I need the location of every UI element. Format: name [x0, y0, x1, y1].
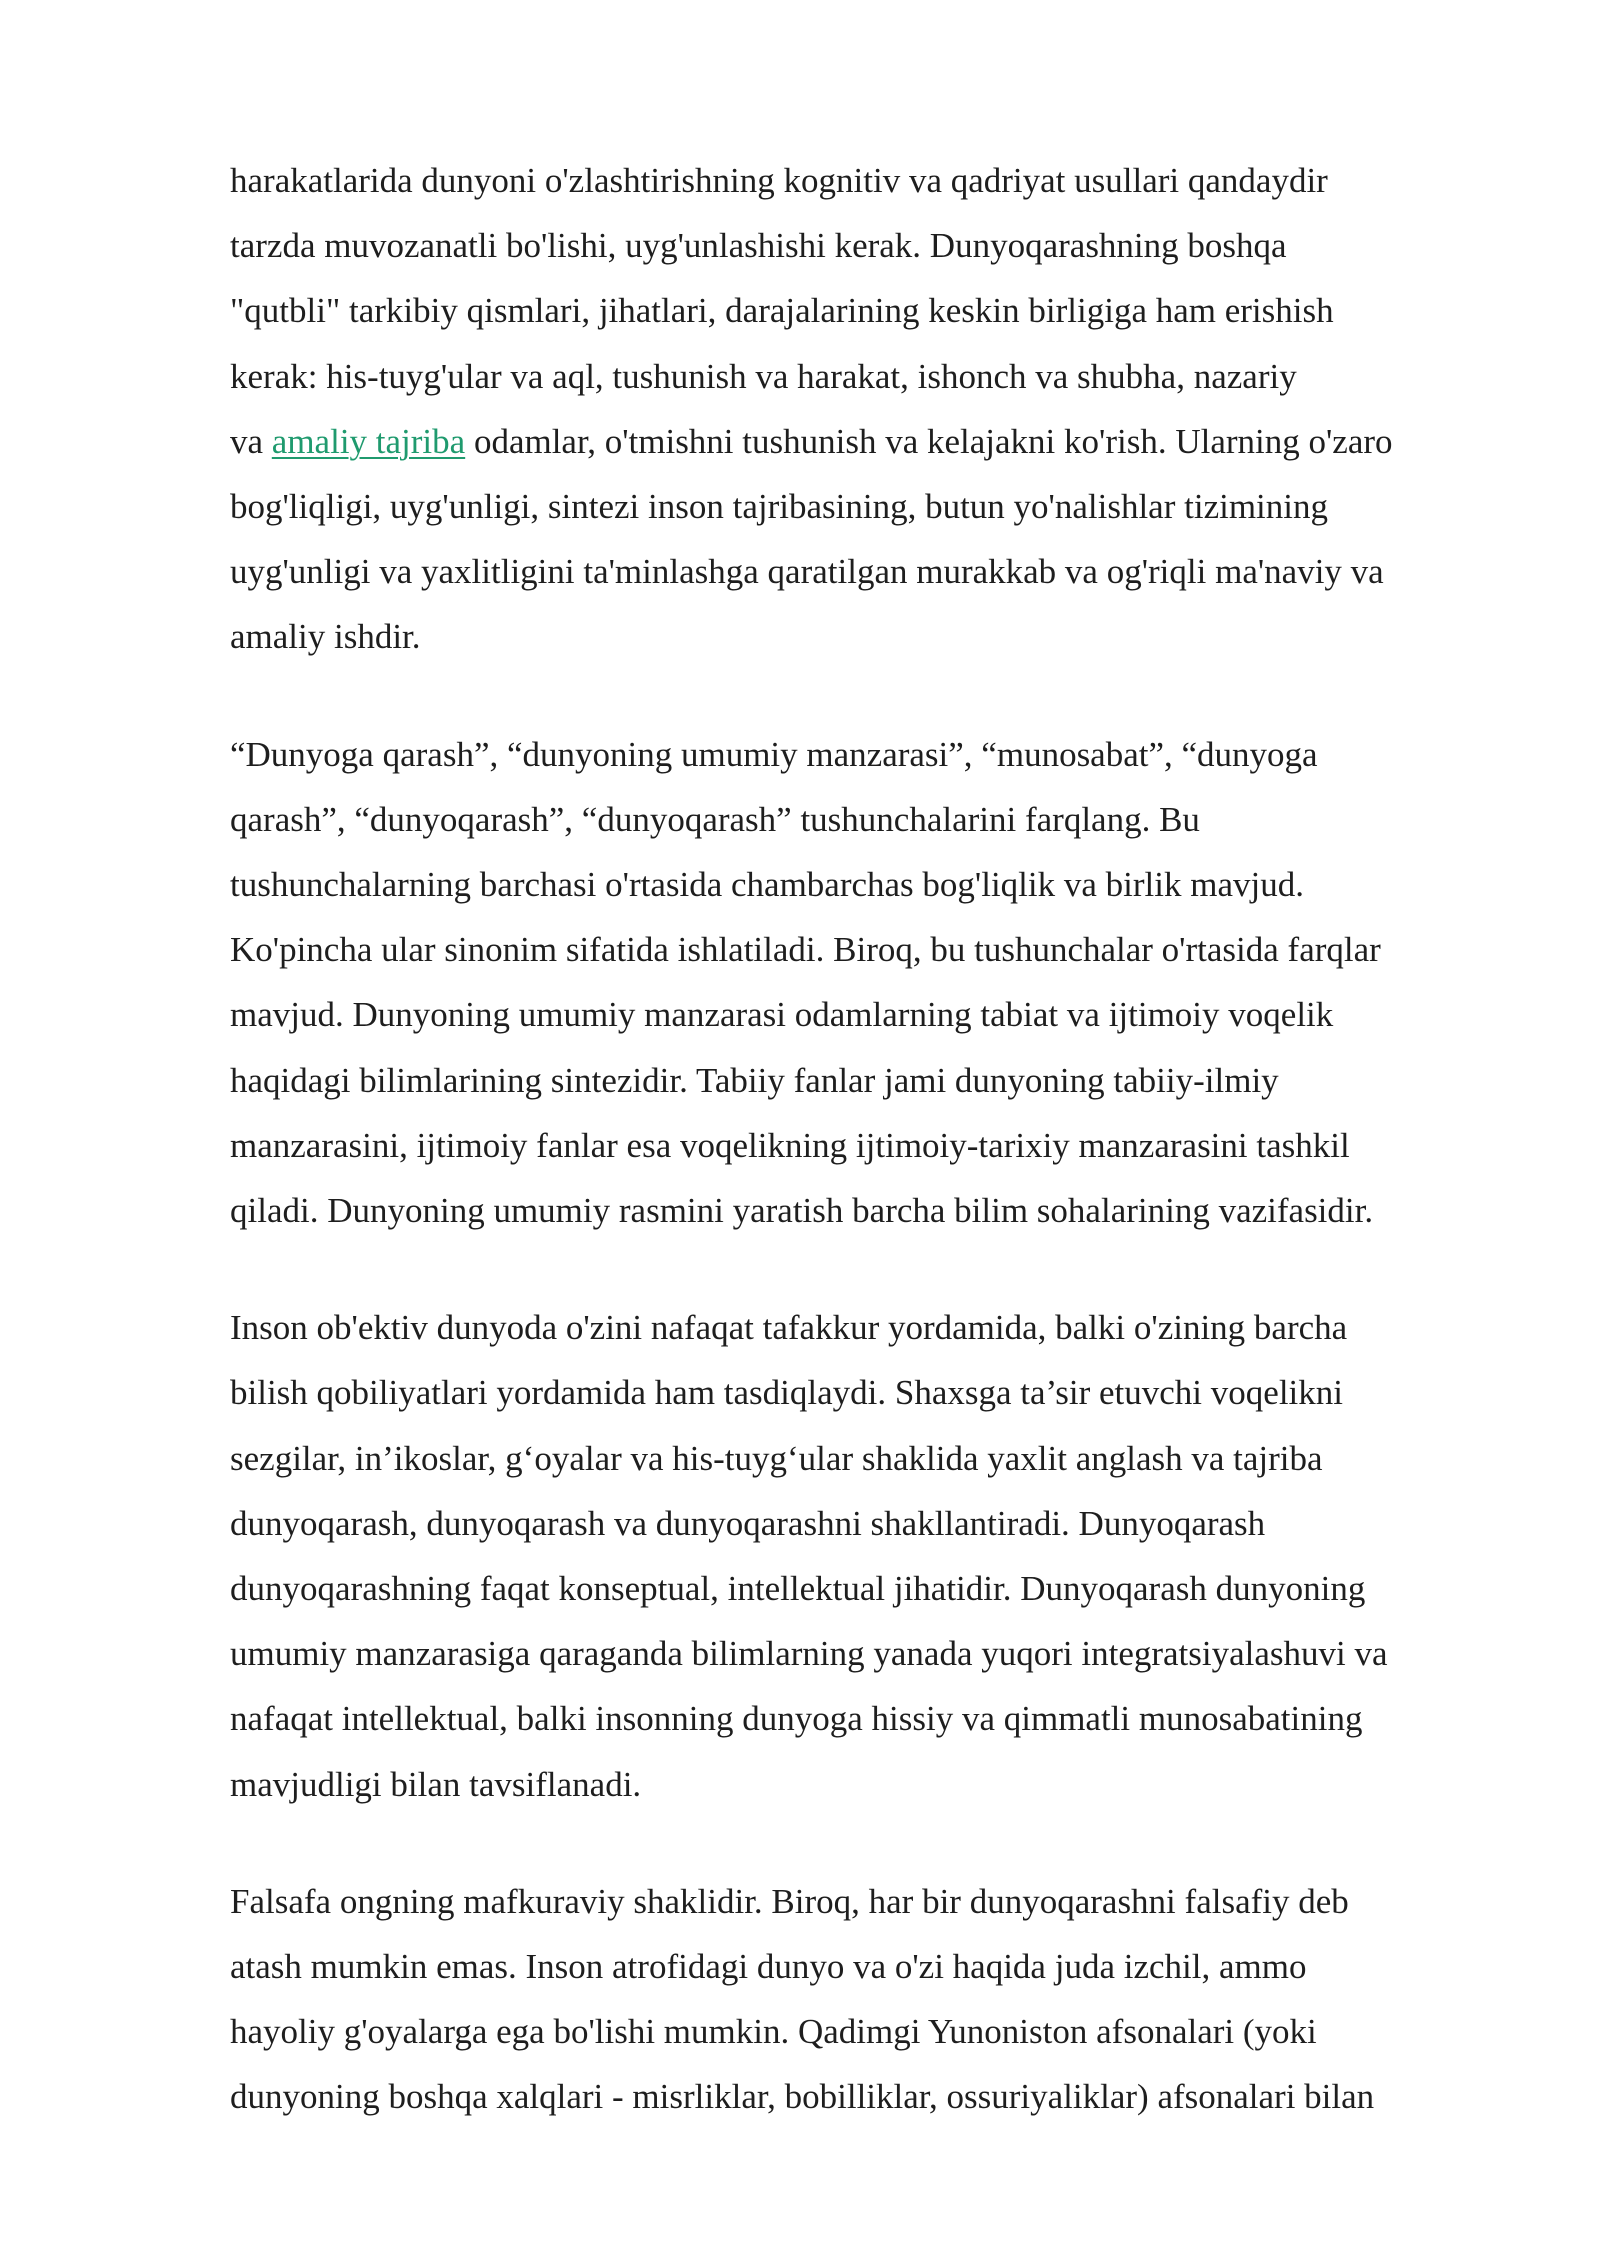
- text-line: qiladi. Dunyoning umumiy rasmini yaratish barcha bilim sohalarining vazifasidir.: [230, 1191, 1374, 1231]
- text-line: Falsafa ongning mafkuraviy shaklidir. Biroq, har bir dunyoqarashni falsafiy deb: [230, 1881, 1349, 1921]
- text-line: amaliy ishdir.: [230, 617, 421, 657]
- text-line: harakatlarida dunyoni o'zlashtirishning kognitiv va qadriyat usullari qandaydir: [230, 161, 1328, 200]
- text-line: uyg'unligi va yaxlitligini ta'minlashga qaratilgan murakkab va og'riqli ma'naviy va: [230, 552, 1384, 592]
- text-line-with-link: [230, 409, 1510, 474]
- text-segment: odamlar, o'tmishni tushunish va kelajakni ko'rish. Ularning o'zaro: [465, 421, 1393, 461]
- text-line: dunyoqarash, dunyoqarash va dunyoqarashni shakllantiradi. Dunyoqarash: [230, 1503, 1266, 1543]
- text-line: Inson ob'ektiv dunyoda o'zini nafaqat tafakkur yordamida, balki o'zining barcha: [230, 1308, 1348, 1348]
- text-line: sezgilar, in’ikoslar, g‘oyalar va his-tuyg‘ular shaklida yaxlit anglash va tajriba: [230, 1438, 1323, 1478]
- document-page: [230, 148, 1510, 2182]
- text-line: manzarasini, ijtimoiy fanlar esa voqelikning ijtimoiy-tarixiy manzarasini tashkil: [230, 1125, 1350, 1165]
- text-line: nafaqat intellektual, balki insonning dunyoga hissiy va qimmatli munosabatining: [230, 1699, 1363, 1739]
- text-line: mavjud. Dunyoning umumiy manzarasi odamlarning tabiat va ijtimoiy voqelik: [230, 995, 1334, 1035]
- text-line: haqidagi bilimlarining sintezidir. Tabiiy fanlar jami dunyoning tabiiy-ilmiy: [230, 1060, 1279, 1100]
- text-segment: va: [230, 421, 272, 461]
- text-line: "qutbli" tarkibiy qismlari, jihatlari, darajalarining keskin birligiga ham erishish: [230, 291, 1334, 331]
- text-line: bog'liqligi, uyg'unligi, sintezi inson tajribasining, butun yo'nalishlar tizimining: [230, 487, 1329, 527]
- text-line: hayoliy g'oyalarga ega bo'lishi mumkin. Qadimgi Yunoniston afsonalari (yoki: [230, 2012, 1317, 2052]
- text-line: “Dunyoga qarash”, “dunyoning umumiy manzarasi”, “munosabat”, “dunyoga: [230, 734, 1318, 774]
- text-line: tushunchalarning barchasi o'rtasida chambarchas bog'liqlik va birlik mavjud.: [230, 865, 1304, 905]
- text-line: tarzda muvozanatli bo'lishi, uyg'unlashishi kerak. Dunyoqarashning boshqa: [230, 226, 1287, 266]
- text-line: umumiy manzarasiga qaraganda bilimlarning yanada yuqori integratsiyalashuvi va: [230, 1634, 1388, 1674]
- text-line: mavjudligi bilan tavsiflanadi.: [230, 1764, 642, 1804]
- amaliy-tajriba-link[interactable]: amaliy tajriba: [271, 421, 466, 461]
- paragraph-4: [230, 1869, 1510, 2130]
- text-line: kerak: his-tuyg'ular va aql, tushunish va harakat, ishonch va shubha, nazariy: [230, 356, 1297, 396]
- text-line: bilish qobiliyatlari yordamida ham tasdiqlaydi. Shaxsga ta’sir etuvchi voqelikni: [230, 1373, 1343, 1413]
- text-line: qarash”, “dunyoqarash”, “dunyoqarash” tushunchalarini farqlang. Bu: [230, 799, 1200, 839]
- text-line: dunyoning boshqa xalqlari - misrliklar, bobilliklar, ossuriyaliklar) afsonalari bilan: [230, 2077, 1375, 2117]
- paragraph-2: [230, 722, 1510, 1244]
- paragraph-3: [230, 1295, 1510, 1817]
- text-line: atash mumkin emas. Inson atrofidagi dunyo va o'zi haqida juda izchil, ammo: [230, 1947, 1307, 1987]
- paragraph-1: [230, 148, 1510, 670]
- text-line: dunyoqarashning faqat konseptual, intellektual jihatidir. Dunyoqarash dunyoning: [230, 1569, 1366, 1609]
- text-line: Ko'pincha ular sinonim sifatida ishlatiladi. Biroq, bu tushunchalar o'rtasida farqlar: [230, 930, 1381, 970]
